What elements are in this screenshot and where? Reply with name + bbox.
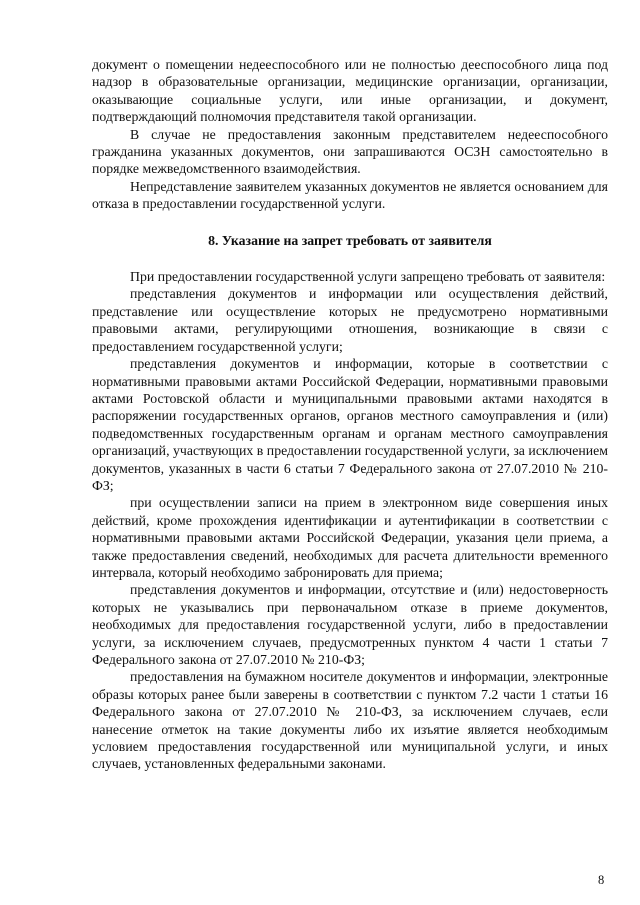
section-heading: 8. Указание на запрет требовать от заявителя (208, 232, 492, 248)
paragraph-item-electronic-appointment: при осуществлении записи на прием в электронном виде совершения иных действий, кроме прохождения идентификации и аутентификации в соответствии с нормативными правовыми актами Российской Федерации, указания цели приема, а также предоставления сведений, необходимых для расчета длительности временного интервала, который необходимо забронировать для приема; (92, 495, 608, 580)
paragraph-item-unreported-deficiencies: представления документов и информации, отсутствие и (или) недостоверность которых не указывались при первоначальном отказе в приеме документов, необходимых для предоставления государственной услуги, либо в предоставлении услуги, за исключением случаев, предусмотренных пунктом 4 части 1 статьи 7 Федерального закона от 27.07.2010 № 210-ФЗ; (92, 582, 608, 667)
paragraph-prohibition-intro: При предоставлении государственной услуги запрещено требовать от заявителя: (130, 269, 606, 285)
paragraph-non-submission: Непредставление заявителем указанных документов не является основанием для отказа в предоставлении государственной услуги. (92, 178, 608, 212)
paragraph-item-paper-documents: предоставления на бумажном носителе документов и информации, электронные образы которых ранее были заверены в соответствии с пунктом 7.2 части 1 статьи 16 Федерального закона от 27.07.2010 № 210-ФЗ, за исключением случаев, если нанесение отметок на такие документы либо их изъятие является необходимым условием предоставления государственной или муниципальной услуги, и иных случаев, установленных федеральными законами. (92, 669, 608, 772)
paragraph-item-documents-in-possession: представления документов и информации, которые в соответствии с нормативными правовыми актами Российской Федерации, нормативными правовыми актами Ростовской области и муниципальными правовыми актами находятся в распоряжении государственных органов, органов местного самоуправления и (или) подведомственных государственным органам и органам местного самоуправления организаций, участвующих в предоставлении государственной услуги, за исключением документов, указанных в части 6 статьи 7 Федерального закона от 27.07.2010 № 210-ФЗ; (92, 356, 608, 493)
document-body (92, 56, 608, 773)
paragraph-item-documents-actions: представления документов и информации или осуществления действий, представление или осуществление которых не предусмотрено нормативными правовыми актами, регулирующими отношения, возникающие в связи с предоставлением государственной услуги; (92, 286, 608, 354)
page-number: 8 (598, 873, 605, 887)
paragraph-continuation: документ о помещении недееспособного или не полностью дееспособного лица под надзор в образовательные организации, медицинские организации, организации, оказывающие социальные услуги, или иные организации, и документ, подтверждающий полномочия представителя такой организации. (92, 57, 608, 125)
paragraph-osz-request: В случае не предоставления законным представителем недееспособного гражданина указанных документов, они запрашиваются ОСЗН самостоятельно в порядке межведомственного взаимодействия. (92, 126, 608, 177)
